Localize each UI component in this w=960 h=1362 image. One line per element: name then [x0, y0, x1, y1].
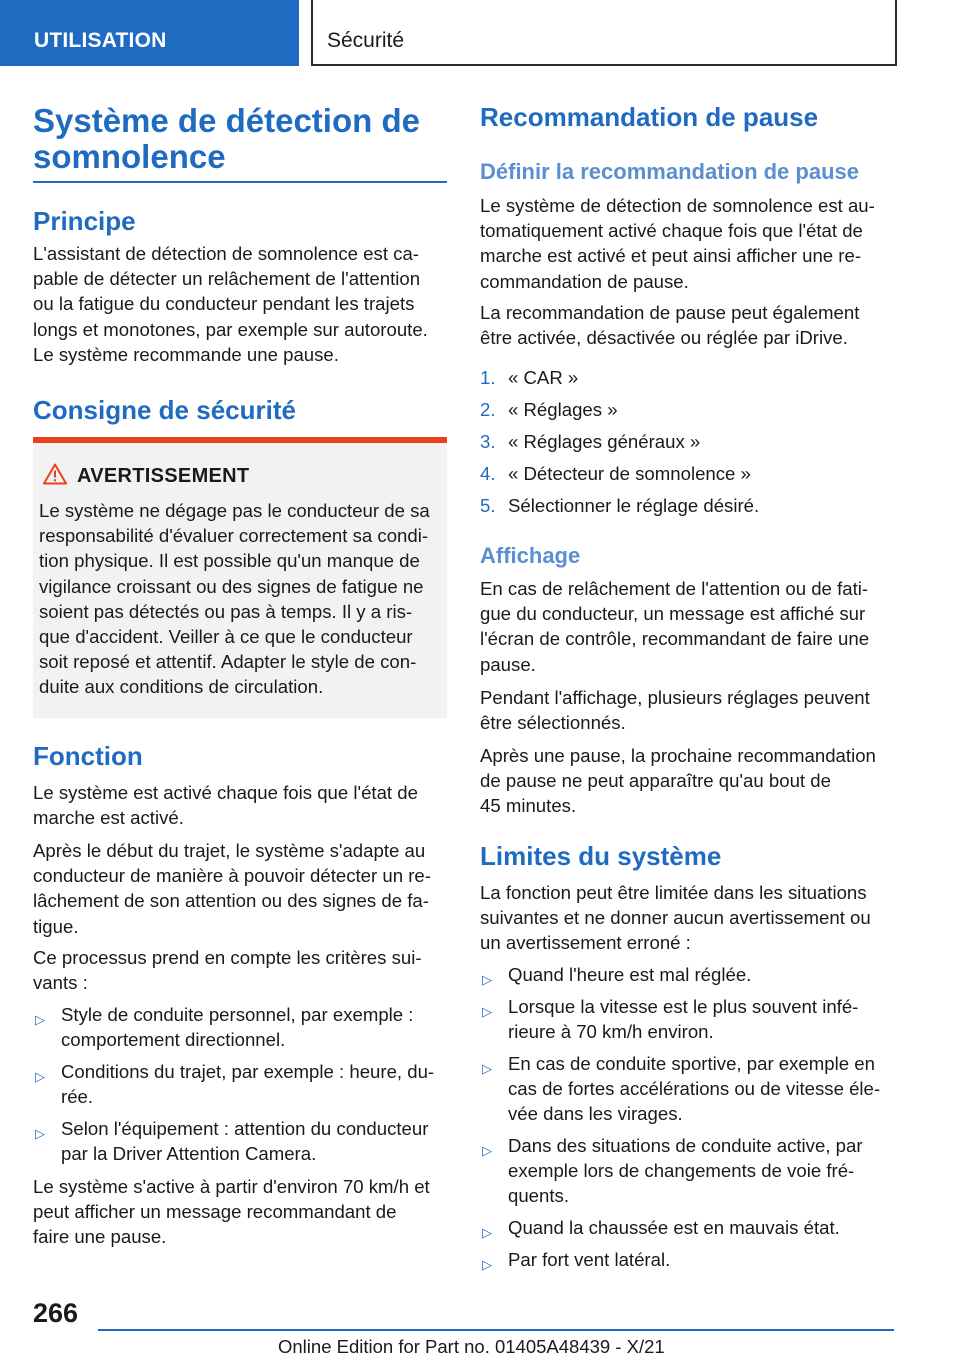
triangle-bullet-icon: ▷	[482, 1143, 492, 1158]
fonction-paragraph-3: Ce processus prend en compte les critères sui‐ vants :	[33, 947, 422, 994]
page-number: 266	[33, 1298, 79, 1328]
triangle-bullet-icon: ▷	[482, 1061, 492, 1076]
triangle-bullet-icon: ▷	[482, 972, 492, 987]
page-title-line-1: Système de détection de	[33, 102, 420, 139]
definir-paragraph-1: Le système de détection de somnolence est au‐ tomatiquement activé chaque fois que l'état de marche est activé et peut ainsi afficher une re‐ commandation de pause.	[480, 195, 875, 292]
heading-principe: Principe	[33, 206, 136, 236]
page-title-line-2: somnolence	[33, 138, 226, 175]
principe-paragraph: L'assistant de détection de somnolence est ca‐ pable de détecter un relâchement de l'attention ou la fatigue du conducteur pendant les trajets longs et monotones, par exemple sur autoroute. Le système recommande une pause.	[33, 243, 428, 365]
definir-paragraph-2: La recommandation de pause peut également être activée, désactivée ou réglée par iDrive.	[480, 302, 860, 349]
heading-limites: Limites du système	[480, 841, 722, 871]
triangle-bullet-icon: ▷	[35, 1012, 45, 1027]
affichage-paragraph-2: Pendant l'affichage, plusieurs réglages peuvent être sélectionnés.	[480, 687, 870, 734]
fonction-paragraph-1: Le système est activé chaque fois que l'état de marche est activé.	[33, 782, 418, 829]
fonction-paragraph-4: Le système s'active à partir d'environ 70 km/h et peut afficher un message recommandant de faire une pause.	[33, 1176, 430, 1248]
subsection-tab	[311, 0, 897, 66]
affichage-paragraph-1: En cas de relâchement de l'attention ou de fati‐ gue du conducteur, un message est affiché sur l'écran de contrôle, recommandant de faire une pause.	[480, 578, 870, 675]
triangle-bullet-icon: ▷	[482, 1257, 492, 1272]
step-number: 4.	[480, 463, 496, 484]
warning-triangle-icon	[43, 463, 67, 485]
step-text: « Réglages généraux »	[508, 431, 701, 452]
step-number: 1.	[480, 367, 496, 388]
triangle-bullet-icon: ▷	[482, 1004, 492, 1019]
section-label: UTILISATION	[34, 29, 167, 52]
affichage-paragraph-3: Après une pause, la prochaine recommandation de pause ne peut apparaître qu'au bout de 45 minutes.	[480, 745, 876, 817]
section-tab	[0, 0, 299, 66]
heading-affichage: Affichage	[480, 543, 581, 568]
step-number: 5.	[480, 495, 496, 516]
limites-paragraph: La fonction peut être limitée dans les situations suivantes et ne donner aucun avertissement ou un avertissement erroné :	[480, 882, 871, 954]
heading-definir: Définir la recommandation de pause	[480, 159, 859, 184]
triangle-bullet-icon: ▷	[35, 1069, 45, 1084]
heading-fonction: Fonction	[33, 741, 143, 771]
heading-recommandation: Recommandation de pause	[480, 102, 819, 132]
warning-text: Le système ne dégage pas le conducteur de sa responsabilité d'évaluer correctement sa condi‐ tion physique. Il est possible qu'un manque de vigilance croissant ou des signes de fatigue ne soient pas détectés ou pas à temps. Il y a ris‐ que d'accident. Veiller à ce que le conducteur soit reposé et attentif. Adapter le style de con‐ duite aux conditions de circulation.	[39, 500, 430, 698]
heading-consigne: Consigne de sécurité	[33, 395, 296, 425]
fonction-paragraph-2: Après le début du trajet, le système s'adapte au conducteur de manière à pouvoir détecter un re‐ lâchement de son attention ou des signes de fa‐ tigue.	[33, 840, 431, 937]
step-number: 3.	[480, 431, 496, 452]
title-rule	[33, 181, 447, 183]
subsection-label: Sécurité	[327, 29, 405, 52]
warning-title: AVERTISSEMENT	[77, 465, 250, 487]
step-number: 2.	[480, 399, 496, 420]
triangle-bullet-icon: ▷	[482, 1225, 492, 1240]
step-text: « Réglages »	[508, 399, 618, 420]
warning-box	[33, 437, 447, 718]
footer-rule	[98, 1329, 894, 1331]
page-title	[33, 103, 420, 175]
warning-bar	[33, 437, 447, 443]
footer-edition: Online Edition for Part no. 01405A48439 - X/21	[278, 1336, 665, 1357]
step-text: « CAR »	[508, 367, 579, 388]
step-text: « Détecteur de somnolence »	[508, 463, 751, 484]
triangle-bullet-icon: ▷	[35, 1126, 45, 1141]
step-text: Sélectionner le réglage désiré.	[508, 495, 760, 516]
